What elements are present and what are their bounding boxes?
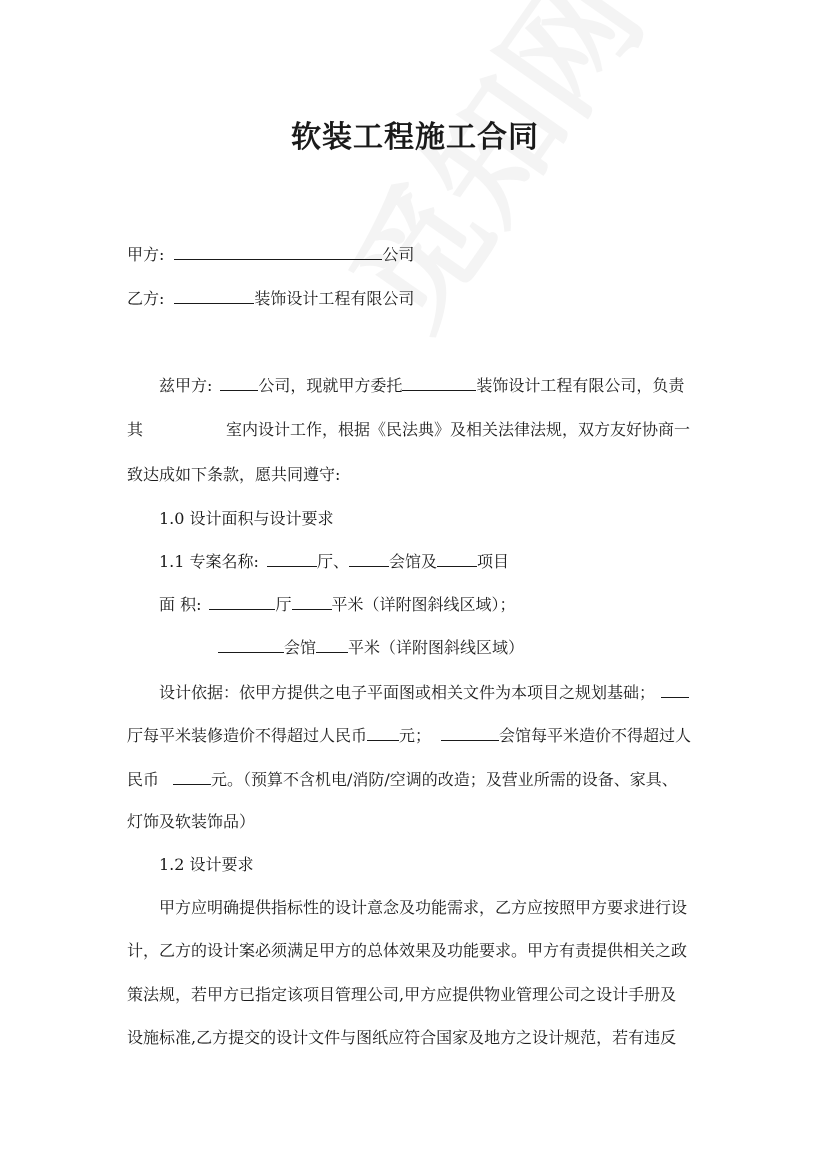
party-a-line bbox=[127, 244, 414, 265]
page-title: 软装工程施工合同 bbox=[291, 120, 539, 155]
section-heading-1-2 bbox=[159, 855, 254, 875]
basis-blank-2[interactable] bbox=[367, 725, 399, 741]
party-b-label: 乙方: bbox=[127, 289, 165, 308]
basis-text: 元。（预算不含机电/消防/空调的改造；及营业所需的设备、家具、 bbox=[211, 770, 678, 789]
party-a-label: 甲方: bbox=[127, 245, 165, 264]
party-a-blank[interactable] bbox=[174, 244, 382, 260]
basis-text: 民币 bbox=[127, 770, 160, 789]
basis-blank-4[interactable] bbox=[173, 769, 211, 785]
section-heading-1-0 bbox=[159, 509, 334, 529]
project-name-text: 项目 bbox=[476, 552, 509, 571]
requirements-text: 计，乙方的设计案必须满足甲方的总体效果及功能要求。甲方有责提供相关之政 bbox=[127, 941, 688, 960]
preamble-blank-2[interactable] bbox=[402, 375, 476, 391]
project-name-text: 1.1 专案名称: bbox=[159, 552, 259, 571]
basis-text: 灯饰及软装饰品） bbox=[127, 812, 256, 831]
requirements-line-2 bbox=[127, 941, 687, 961]
requirements-text: 策法规，若甲方已指定该项目管理公司,甲方应提供物业管理公司之设计手册及 bbox=[127, 985, 677, 1004]
basis-line-3 bbox=[127, 769, 678, 790]
area-club-sqm-blank[interactable] bbox=[316, 637, 348, 653]
party-b-suffix: 装饰设计工程有限公司 bbox=[254, 289, 415, 308]
basis-blank-1[interactable] bbox=[661, 682, 689, 698]
basis-text: 设计依据：依甲方提供之电子平面图或相关文件为本项目之规划基础； bbox=[159, 683, 656, 702]
area-text: 平米（详附图斜线区域）； bbox=[331, 595, 516, 614]
preamble-line-1 bbox=[159, 375, 684, 396]
requirements-line-3 bbox=[127, 985, 676, 1005]
requirements-text: 设施标准,乙方提交的设计文件与图纸应符合国家及地方之设计规范，若有违反 bbox=[127, 1028, 677, 1047]
requirements-text: 甲方应明确提供指标性的设计意念及功能需求，乙方应按照甲方要求进行设 bbox=[159, 898, 688, 917]
project-club-blank[interactable] bbox=[349, 551, 389, 567]
preamble-text: 兹甲方: bbox=[159, 376, 213, 395]
preamble-line-2 bbox=[127, 420, 690, 440]
project-hall-blank[interactable] bbox=[267, 551, 317, 567]
party-b-line bbox=[127, 288, 414, 309]
area-hall-blank[interactable] bbox=[209, 594, 275, 610]
project-name-text: 厅、 bbox=[316, 552, 349, 571]
preamble-text: 公司，现就甲方委托 bbox=[258, 376, 403, 395]
basis-text: 元； bbox=[399, 726, 432, 745]
preamble-text: 室内设计工作，根据《民法典》及相关法律法规，双方友好协商一 bbox=[226, 420, 691, 439]
basis-line-2 bbox=[127, 725, 691, 746]
area-hall-sqm-blank[interactable] bbox=[292, 594, 332, 610]
party-b-blank[interactable] bbox=[174, 288, 254, 304]
project-name-line bbox=[159, 551, 509, 572]
preamble-text: 其 bbox=[127, 420, 144, 439]
area-text: 平米（详附图斜线区域） bbox=[348, 638, 525, 657]
basis-text: 会馆每平米造价不得超过人 bbox=[499, 726, 692, 745]
area-text: 会馆 bbox=[284, 638, 317, 657]
basis-line-1 bbox=[159, 682, 689, 703]
area-club-blank[interactable] bbox=[218, 637, 284, 653]
area-text: 厅 bbox=[275, 595, 292, 614]
basis-line-4 bbox=[127, 812, 255, 832]
basis-text: 厅每平米装修造价不得超过人民币 bbox=[127, 726, 368, 745]
section-heading-text: 1.2 设计要求 bbox=[159, 855, 254, 874]
area-line-2 bbox=[218, 637, 524, 658]
preamble-text: 致达成如下条款，愿共同遵守: bbox=[127, 465, 341, 484]
requirements-line-1 bbox=[159, 898, 687, 918]
preamble-text: 装饰设计工程有限公司，负责 bbox=[476, 376, 685, 395]
preamble-blank-1[interactable] bbox=[220, 375, 258, 391]
area-text: 面 积: bbox=[159, 595, 202, 614]
requirements-line-4 bbox=[127, 1028, 676, 1048]
section-heading-text: 1.0 设计面积与设计要求 bbox=[159, 509, 334, 528]
preamble-line-3 bbox=[127, 465, 340, 485]
party-a-suffix: 公司 bbox=[382, 245, 415, 264]
area-line-1 bbox=[159, 594, 516, 615]
project-item-blank[interactable] bbox=[437, 551, 477, 567]
project-name-text: 会馆及 bbox=[388, 552, 437, 571]
basis-blank-3[interactable] bbox=[441, 725, 499, 741]
